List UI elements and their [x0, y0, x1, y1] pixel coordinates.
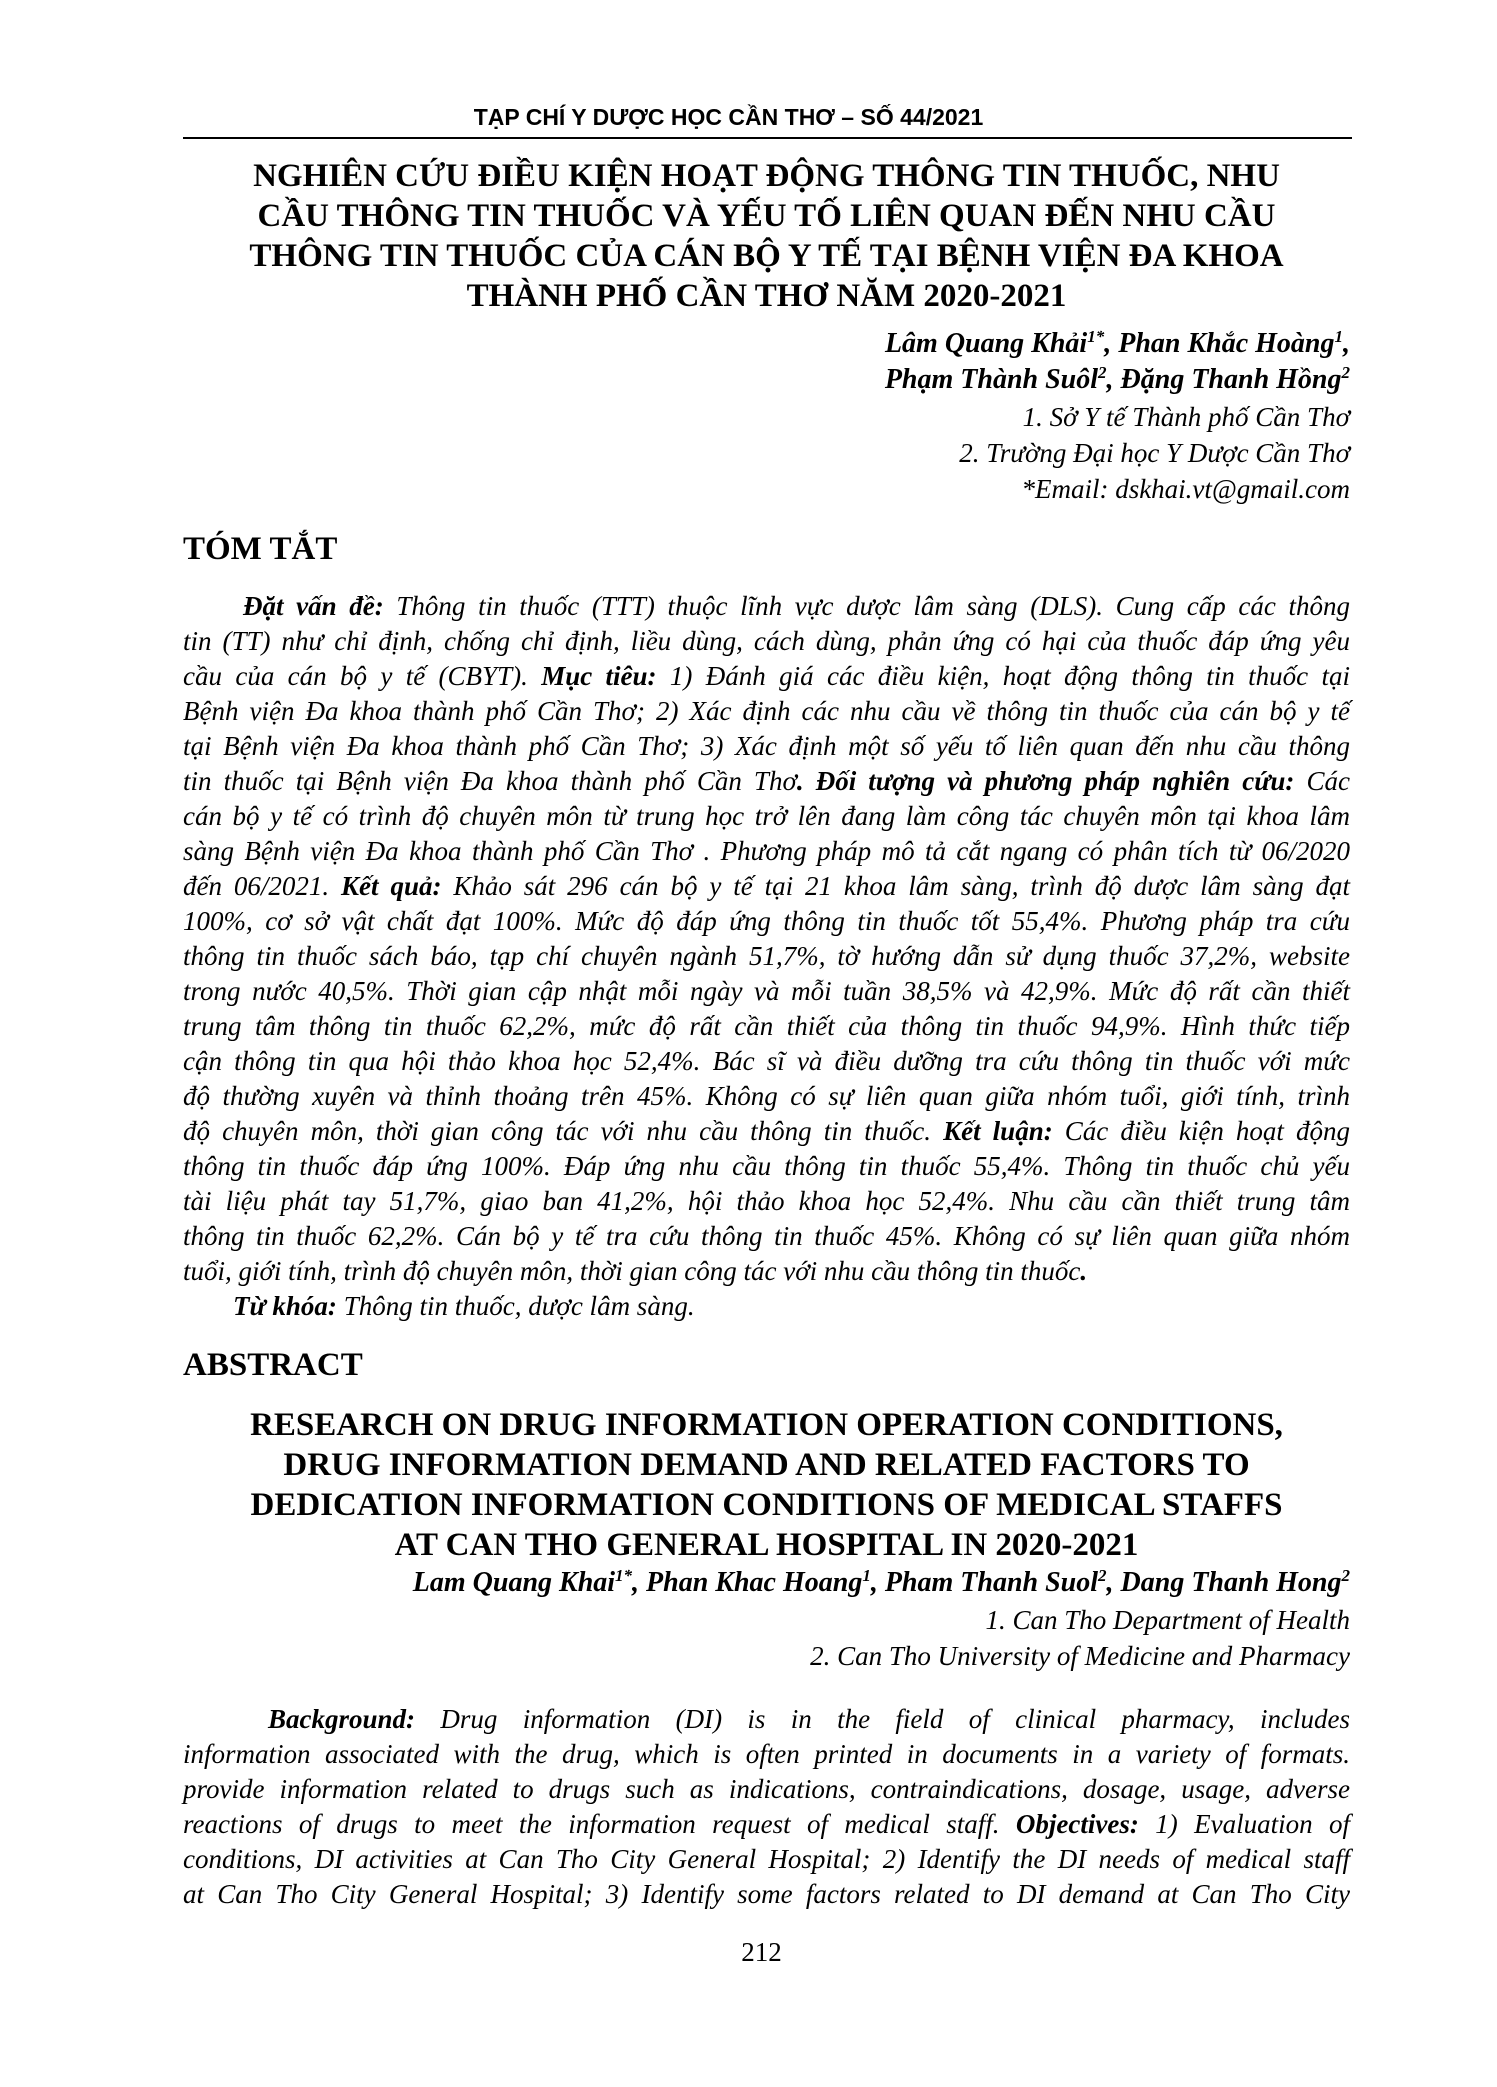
affiliation-marker: 2: [1098, 1566, 1107, 1585]
text-run: Thông tin thuốc, dược lâm sàng.: [336, 1291, 695, 1321]
bold-run: Kết quả:: [341, 871, 442, 901]
author-name: Phạm Thành Suôl: [884, 364, 1099, 395]
affiliation-marker: 2: [1098, 363, 1107, 382]
text-run: cận thông tin qua hội thảo khoa học 52,4%. Bác sĩ và điều dưỡng tra cứu thông tin thuốc với mức: [183, 1046, 1350, 1076]
author-name: Lâm Quang Khải: [884, 328, 1088, 359]
paragraph-line: [183, 1842, 1350, 1877]
text-run: information associated with the drug, which is often printed in documents in a variety of formats.: [183, 1739, 1350, 1769]
paragraph-line: [183, 764, 1350, 799]
text-run: độ chuyên môn, thời gian công tác với nhu cầu thông tin thuốc.: [183, 1116, 944, 1146]
paragraph-line: [183, 1149, 1350, 1184]
text-run: cán bộ y tế có trình độ chuyên môn từ trung học trở lên đang làm công tác chuyên môn tại khoa lâm: [183, 801, 1350, 831]
paragraph-line: [183, 1807, 1350, 1842]
paragraph-line: [183, 1219, 1350, 1254]
paragraph-line: [183, 1114, 1350, 1149]
text-run: Thông tin thuốc (TTT) thuộc lĩnh vực dược lâm sàng (DLS). Cung cấp các thông: [383, 591, 1350, 621]
bold-run: Từ khóa:: [233, 1291, 337, 1321]
separator: ,: [870, 1567, 885, 1598]
paragraph-line: [183, 589, 1350, 624]
text-line: 1. Sở Y tế Thành phố Cần Thơ: [1022, 402, 1350, 432]
text-run: Bệnh viện Đa khoa thành phố Cần Thơ; 2) Xác định các nhu cầu về thông tin thuốc của cán bộ y tế: [183, 696, 1350, 726]
en-abstract: [183, 1702, 1350, 1912]
text-run: Các điều kiện hoạt động: [1052, 1116, 1350, 1146]
text-run: thông tin thuốc đáp ứng 100%. Đáp ứng nhu cầu thông tin thuốc 55,4%. Thông tin thuốc chủ yếu: [183, 1151, 1350, 1181]
paragraph-line: [183, 869, 1350, 904]
separator: ,: [632, 1567, 647, 1598]
paragraph-line: [183, 1044, 1350, 1079]
text-line: 2. Can Tho University of Medicine and Pharmacy: [810, 1641, 1350, 1671]
vn-title: [183, 156, 1350, 316]
bold-run: Đặt vấn đề:: [243, 591, 384, 621]
text-run: tuổi, giới tính, trình độ chuyên môn, thời gian công tác với nhu cầu thông tin thuốc: [183, 1256, 1081, 1286]
text-run: tin thuốc tại Bệnh viện Đa khoa thành phố Cần Thơ: [183, 766, 797, 796]
paragraph-line: [183, 1254, 1350, 1289]
affiliation-marker: 2: [1341, 1566, 1350, 1585]
text-line: DEDICATION INFORMATION CONDITIONS OF MEDICAL STAFFS: [250, 1487, 1283, 1523]
vn-authors: [183, 326, 1350, 398]
text-run: đến 06/2021.: [183, 871, 342, 901]
text-run: 100%, cơ sở vật chất đạt 100%. Mức độ đáp ứng thông tin thuốc tốt 55,4%. Phương pháp tra cứu: [183, 906, 1350, 936]
paragraph-line: [183, 974, 1350, 1009]
paragraph-line: [183, 834, 1350, 869]
text-run: at Can Tho City General Hospital; 3) Identify some factors related to DI demand at Can Tho City: [183, 1879, 1350, 1909]
text-line: NGHIÊN CỨU ĐIỀU KIỆN HOẠT ĐỘNG THÔNG TIN THUỐC, NHU: [253, 158, 1280, 194]
text-run: độ thường xuyên và thỉnh thoảng trên 45%. Không có sự liên quan giữa nhóm tuổi, giới tính, trình: [183, 1081, 1350, 1111]
separator: ,: [1343, 328, 1350, 359]
author-name: Phan Khac Hoang: [646, 1567, 863, 1598]
separator: ,: [1106, 364, 1121, 395]
paragraph-line: [183, 694, 1350, 729]
header-rule: [183, 137, 1352, 139]
paragraph-line: [183, 729, 1350, 764]
section-heading-abstract: ABSTRACT: [183, 1347, 363, 1383]
paragraph-line: [183, 1737, 1350, 1772]
keywords-line: [183, 1289, 1350, 1324]
author-name: Đặng Thanh Hồng: [1120, 364, 1342, 395]
author-name: Pham Thanh Suol: [884, 1567, 1099, 1598]
author-line: [183, 362, 1350, 398]
paragraph-line: [183, 659, 1350, 694]
affiliation-marker: 1*: [615, 1566, 633, 1585]
affiliation-marker: 2: [1341, 363, 1350, 382]
text-run: thông tin thuốc sách báo, tạp chí chuyên ngành 51,7%, tờ hướng dẫn sử dụng thuốc 37,2%, website: [183, 941, 1350, 971]
text-run: tại Bệnh viện Đa khoa thành phố Cần Thơ; 3) Xác định một số yếu tố liên quan đến nhu cầu thông: [183, 731, 1350, 761]
affiliation-marker: 1*: [1087, 327, 1105, 346]
paragraph-line: [183, 799, 1350, 834]
text-line: CẦU THÔNG TIN THUỐC VÀ YẾU TỐ LIÊN QUAN ĐẾN NHU CẦU: [257, 198, 1276, 234]
author-name: Dang Thanh Hong: [1120, 1567, 1342, 1598]
separator: ,: [1106, 1567, 1121, 1598]
text-run: trong nước 40,5%. Thời gian cập nhật mỗi ngày và mỗi tuần 38,5% và 42,9%. Mức độ rất cần thiết: [183, 976, 1350, 1006]
section-heading-tom-tat: TÓM TẮT: [183, 531, 338, 567]
vn-keywords: [183, 1289, 1350, 1324]
paragraph-line: [183, 1702, 1350, 1737]
affiliation-marker: 1: [862, 1566, 871, 1585]
text-run: provide information related to drugs such as indications, contraindications, dosage, usage, adverse: [183, 1774, 1350, 1804]
author-name: Phan Khắc Hoàng: [1118, 328, 1335, 359]
paragraph-line: [183, 624, 1350, 659]
bold-run: Mục tiêu:: [541, 661, 657, 691]
affiliation-marker: 1: [1334, 327, 1343, 346]
text-line: RESEARCH ON DRUG INFORMATION OPERATION CONDITIONS,: [250, 1407, 1283, 1443]
en-title: [183, 1405, 1350, 1565]
bold-run: . Đối tượng và phương pháp nghiên cứu:: [796, 766, 1295, 796]
text-run: conditions, DI activities at Can Tho City General Hospital; 2) Identify the DI needs of medical staff: [183, 1844, 1350, 1874]
text-run: trung tâm thông tin thuốc 62,2%, mức độ rất cần thiết của thông tin thuốc 94,9%. Hình thức tiếp: [183, 1011, 1350, 1041]
text-run: thông tin thuốc 62,2%. Cán bộ y tế tra cứu thông tin thuốc 45%. Không có sự liên quan giữa nhóm: [183, 1221, 1350, 1251]
text-run: 1) Evaluation of: [1138, 1809, 1350, 1839]
separator: ,: [1104, 328, 1119, 359]
text-run: Drug information (DI) is in the field of clinical pharmacy, includes: [415, 1704, 1350, 1734]
paragraph-line: [183, 904, 1350, 939]
paragraph-line: [183, 939, 1350, 974]
text-line: DRUG INFORMATION DEMAND AND RELATED FACTORS TO: [283, 1447, 1250, 1483]
text-run: sàng Bệnh viện Đa khoa thành phố Cần Thơ . Phương pháp mô tả cắt ngang có phân tích từ 06/2020: [183, 836, 1350, 866]
author-line: [183, 326, 1350, 362]
text-run: cầu của cán bộ y tế (CBYT).: [183, 661, 542, 691]
text-run: Khảo sát 296 cán bộ y tế tại 21 khoa lâm sàng, trình độ dược lâm sàng đạt: [441, 871, 1350, 901]
journal-header: TẠP CHÍ Y DƯỢC HỌC CẦN THƠ – SỐ 44/2021: [473, 104, 984, 130]
paragraph-line: [183, 1009, 1350, 1044]
text-run: 1) Đánh giá các điều kiện, hoạt động thông tin thuốc tại: [656, 661, 1350, 691]
text-line: AT CAN THO GENERAL HOSPITAL IN 2020-2021: [394, 1527, 1139, 1563]
en-affiliations: [183, 1602, 1350, 1674]
text-run: Các: [1294, 766, 1350, 796]
author-name: Lam Quang Khai: [412, 1567, 616, 1598]
text-line: THÀNH PHỐ CẦN THƠ NĂM 2020-2021: [466, 278, 1067, 314]
en-authors: [183, 1565, 1350, 1601]
page-number: 212: [741, 1937, 782, 1967]
paragraph-line: [183, 1184, 1350, 1219]
vn-abstract: [183, 589, 1350, 1289]
paragraph-line: [183, 1772, 1350, 1807]
paragraph-line: [183, 1877, 1350, 1912]
text-line: 2. Trường Đại học Y Dược Cần Thơ: [959, 438, 1350, 468]
text-line: *Email: dskhai.vt@gmail.com: [1021, 474, 1350, 504]
text-line: 1. Can Tho Department of Health: [985, 1605, 1350, 1635]
paragraph-line: [183, 1079, 1350, 1114]
bold-run: Kết luận:: [943, 1116, 1053, 1146]
bold-run: .: [1080, 1256, 1088, 1286]
author-line: [183, 1565, 1350, 1601]
text-run: tài liệu phát tay 51,7%, giao ban 41,2%, hội thảo khoa học 52,4%. Nhu cầu cần thiết trung tâm: [183, 1186, 1350, 1216]
text-line: THÔNG TIN THUỐC CỦA CÁN BỘ Y TẾ TẠI BỆNH VIỆN ĐA KHOA: [249, 238, 1284, 274]
bold-run: Background:: [268, 1704, 416, 1734]
vn-affiliations: [183, 399, 1350, 507]
text-run: tin (TT) như chỉ định, chống chỉ định, liều dùng, cách dùng, phản ứng có hại của thuốc đáp ứng yêu: [183, 626, 1350, 656]
text-run: reactions of drugs to meet the information request of medical staff.: [183, 1809, 1016, 1839]
bold-run: Objectives:: [1015, 1809, 1139, 1839]
